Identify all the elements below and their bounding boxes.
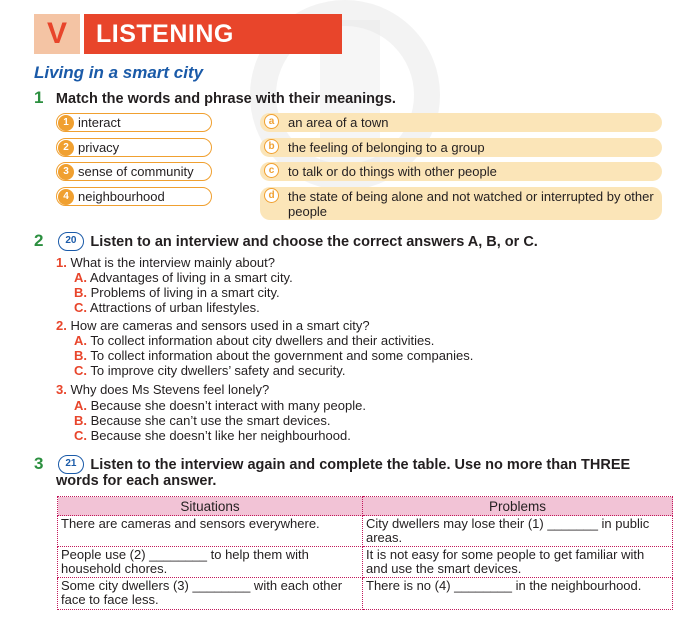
table-header-row xyxy=(58,497,673,516)
question xyxy=(56,255,275,270)
answer-option[interactable] xyxy=(74,333,434,348)
table-cell: It is not easy for some people to get familiar with and use the smart devices. xyxy=(363,547,673,578)
number-badge: 2 xyxy=(58,140,74,156)
option-text: To improve city dwellers’ safety and security. xyxy=(90,363,346,378)
table-row xyxy=(58,578,673,610)
column-header: Problems xyxy=(363,497,673,516)
number-badge: 3 xyxy=(58,164,74,180)
table-cell[interactable]: There is no (4) ________ in the neighbourhood. xyxy=(363,578,673,610)
question-number: 2. xyxy=(56,318,67,333)
option-text: Advantages of living in a smart city. xyxy=(89,270,293,285)
section-letter: V xyxy=(34,14,80,54)
option-letter: C. xyxy=(74,428,87,443)
word-text: privacy xyxy=(78,140,120,155)
question xyxy=(56,382,269,397)
section-header xyxy=(34,14,342,54)
option-text: Attractions of urban lifestyles. xyxy=(89,300,260,315)
audio-track-icon[interactable]: 20 xyxy=(58,232,84,251)
option-letter: B. xyxy=(74,285,87,300)
option-letter: A. xyxy=(74,270,87,285)
meaning-item xyxy=(260,187,662,220)
number-badge: 1 xyxy=(58,115,74,131)
exercise-instruction: Listen to the interview again and complete the table. Use no more than THREE xyxy=(90,457,631,473)
word-item xyxy=(56,162,212,181)
letter-badge: c xyxy=(264,163,279,178)
option-letter: C. xyxy=(74,363,87,378)
answer-option[interactable] xyxy=(74,363,345,378)
question-number: 1. xyxy=(56,255,67,270)
option-letter: A. xyxy=(74,398,87,413)
exercise-instruction: Listen to an interview and choose the correct answers A, B, or C. xyxy=(90,234,538,250)
meaning-item xyxy=(260,138,662,157)
question-text: Why does Ms Stevens feel lonely? xyxy=(70,382,270,397)
word-text: neighbourhood xyxy=(78,189,165,204)
meaning-text: the state of being alone and not watched or interrupted by other people xyxy=(288,189,654,219)
option-text: To collect information about city dwellers and their activities. xyxy=(90,333,435,348)
meaning-item xyxy=(260,162,662,181)
exercise-3-heading xyxy=(34,454,630,474)
table-row xyxy=(58,516,673,547)
meaning-text: an area of a town xyxy=(288,115,389,130)
option-text: Because she doesn’t interact with many people. xyxy=(90,398,366,413)
completion-table xyxy=(57,496,673,610)
meaning-text: to talk or do things with other people xyxy=(288,164,497,179)
option-letter: B. xyxy=(74,413,87,428)
number-badge: 4 xyxy=(58,189,74,205)
exercise-1-heading xyxy=(34,88,396,108)
option-text: Because she doesn’t like her neighbourhood. xyxy=(90,428,351,443)
letter-badge: d xyxy=(264,188,279,203)
word-item xyxy=(56,113,212,132)
word-text: sense of community xyxy=(78,164,194,179)
question-text: How are cameras and sensors used in a smart city? xyxy=(70,318,370,333)
meaning-item xyxy=(260,113,662,132)
exercise-2-heading xyxy=(34,231,538,251)
option-letter: A. xyxy=(74,333,87,348)
audio-track-icon[interactable]: 21 xyxy=(58,455,84,474)
option-text: To collect information about the government and some companies. xyxy=(90,348,474,363)
exercise-instruction: Match the words and phrase with their meanings. xyxy=(55,91,396,107)
table-cell[interactable]: Some city dwellers (3) ________ with each other face to face less. xyxy=(58,578,363,610)
answer-option[interactable] xyxy=(74,413,331,428)
column-header: Situations xyxy=(58,497,363,516)
exercise-number: 3 xyxy=(34,454,44,473)
answer-option[interactable] xyxy=(74,398,366,413)
option-letter: B. xyxy=(74,348,87,363)
letter-badge: b xyxy=(264,139,279,154)
table-cell[interactable]: People use (2) ________ to help them with household chores. xyxy=(58,547,363,578)
answer-option[interactable] xyxy=(74,270,293,285)
word-text: interact xyxy=(78,115,121,130)
option-letter: C. xyxy=(74,300,87,315)
exercise-number: 2 xyxy=(34,231,44,250)
option-text: Because she can’t use the smart devices. xyxy=(90,413,331,428)
option-text: Problems of living in a smart city. xyxy=(90,285,280,300)
question-text: What is the interview mainly about? xyxy=(70,255,275,270)
answer-option[interactable] xyxy=(74,348,473,363)
question xyxy=(56,318,370,333)
meaning-text: the feeling of belonging to a group xyxy=(288,140,485,155)
table-row xyxy=(58,547,673,578)
answer-option[interactable] xyxy=(74,300,260,315)
answer-option[interactable] xyxy=(74,285,280,300)
word-item xyxy=(56,138,212,157)
answer-option[interactable] xyxy=(74,428,351,443)
lesson-subtitle: Living in a smart city xyxy=(34,63,204,82)
letter-badge: a xyxy=(264,114,279,129)
table-cell[interactable]: City dwellers may lose their (1) _______ in public areas. xyxy=(363,516,673,547)
exercise-number: 1 xyxy=(34,88,44,107)
table-cell: There are cameras and sensors everywhere. xyxy=(58,516,363,547)
exercise-instruction-continued: words for each answer. xyxy=(56,473,217,489)
section-title: LISTENING xyxy=(84,14,342,54)
question-number: 3. xyxy=(56,382,67,397)
word-item xyxy=(56,187,212,206)
